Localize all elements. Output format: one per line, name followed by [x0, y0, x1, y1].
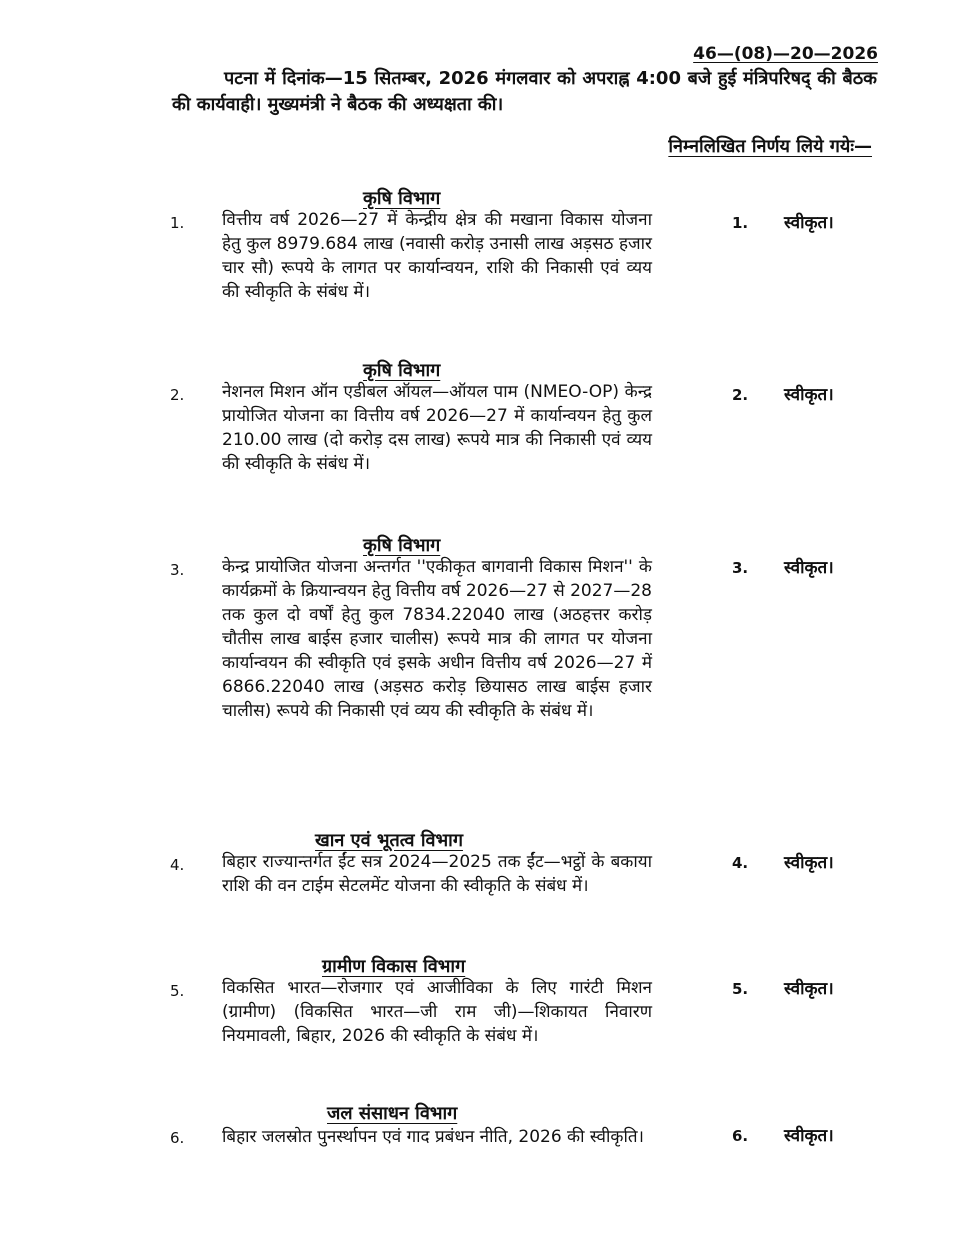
- item-number: 6.: [170, 1129, 185, 1147]
- status-approved: स्वीकृत।: [784, 385, 834, 405]
- meeting-intro: पटना में दिनांक—15 सितम्बर, 2026 मंगलवार को अपराह्न 4:00 बजे हुई मंत्रिपरिषद् की बैठक की कार्यवाही। मुख्यमंत्री ने बैठक की अध्यक्षता की।: [172, 68, 877, 115]
- item-text: नेशनल मिशन ऑन एडीबल ऑयल—ऑयल पाम (NMEO-OP) केन्द्र प्रायोजित योजना का वित्तीय वर्ष 2026—27 में कार्यान्वयन हेतु कुल 210.00 लाख (दो करोड़ दस लाख) रूपये मात्र की निकासी एवं व्यय की स्वीकृति के संबंध में।: [222, 382, 652, 474]
- item-text: वित्तीय वर्ष 2026—27 में केन्द्रीय क्षेत्र की मखाना विकास योजना हेतु कुल 8979.684 लाख (नवासी करोड़ उनासी लाख अड़सठ हजार चार सौ) रूपये के लागत पर कार्यान्वयन, राशि की निकासी एवं व्यय की स्वीकृति के संबंध में।: [222, 210, 652, 302]
- decisions-heading: निम्नलिखित निर्णय लिये गयेः—: [668, 136, 872, 157]
- item-text: केन्द्र प्रायोजित योजना अन्तर्गत ''एकीकृत बागवानी विकास मिशन'' के कार्यक्रमों के क्रियान्वयन हेतु वित्तीय वर्ष 2026—27 से 2027—28 तक कुल दो वर्षों हेतु कुल 7834.22040 लाख (अठहत्तर करोड़ चौतीस लाख बाईस हजार चालीस) रूपये मात्र की लागत पर योजना कार्यान्वयन की स्वीकृति एवं इसके अधीन वित्तीय वर्ष 2026—27 में 6866.22040 लाख (अड़सठ करोड़ छियासठ लाख बाईस हजार चालीस) रूपये की निकासी एवं व्यय की स्वीकृति के संबंध में।: [222, 557, 652, 721]
- item-text: बिहार जलस्रोत पुनर्स्थापन एवं गाद प्रबंधन नीति, 2026 की स्वीकृति।: [222, 1127, 644, 1147]
- item-number: 2.: [170, 386, 185, 404]
- department-heading: ग्रामीण विकास विभाग: [322, 956, 466, 977]
- item-number: 5.: [170, 982, 185, 1000]
- result-number: 5.: [732, 980, 749, 998]
- item-number: 1.: [170, 214, 185, 232]
- result-number: 2.: [732, 386, 749, 404]
- item-text: विकसित भारत—रोजगार एवं आजीविका के लिए गारंटी मिशन (ग्रामीण) (विकसित भारत—जी राम जी)—शिकायत निवारण नियमावली, बिहार, 2026 की स्वीकृति के संबंध में।: [222, 978, 652, 1046]
- item-number: 3.: [170, 561, 185, 579]
- department-heading: कृषि विभाग: [363, 360, 441, 381]
- status-approved: स्वीकृत।: [784, 1126, 834, 1146]
- status-approved: स्वीकृत।: [784, 979, 834, 999]
- status-approved: स्वीकृत।: [784, 558, 834, 578]
- status-approved: स्वीकृत।: [784, 853, 834, 873]
- item-number: 4.: [170, 856, 185, 874]
- department-heading: जल संसाधन विभाग: [327, 1103, 458, 1124]
- result-number: 4.: [732, 854, 749, 872]
- result-number: 3.: [732, 559, 749, 577]
- status-approved: स्वीकृत।: [784, 213, 834, 233]
- result-number: 6.: [732, 1127, 749, 1145]
- department-heading: कृषि विभाग: [363, 535, 441, 556]
- item-text: बिहार राज्यान्तर्गत ईंट सत्र 2024—2025 तक ईंट—भट्ठों के बकाया राशि की वन टाईम सेटलमेंट योजना की स्वीकृति के संबंध में।: [222, 852, 652, 896]
- department-heading: खान एवं भूतत्व विभाग: [315, 830, 463, 851]
- reference-number: 46—(08)—20—2026: [693, 44, 878, 64]
- department-heading: कृषि विभाग: [363, 188, 441, 209]
- result-number: 1.: [732, 214, 749, 232]
